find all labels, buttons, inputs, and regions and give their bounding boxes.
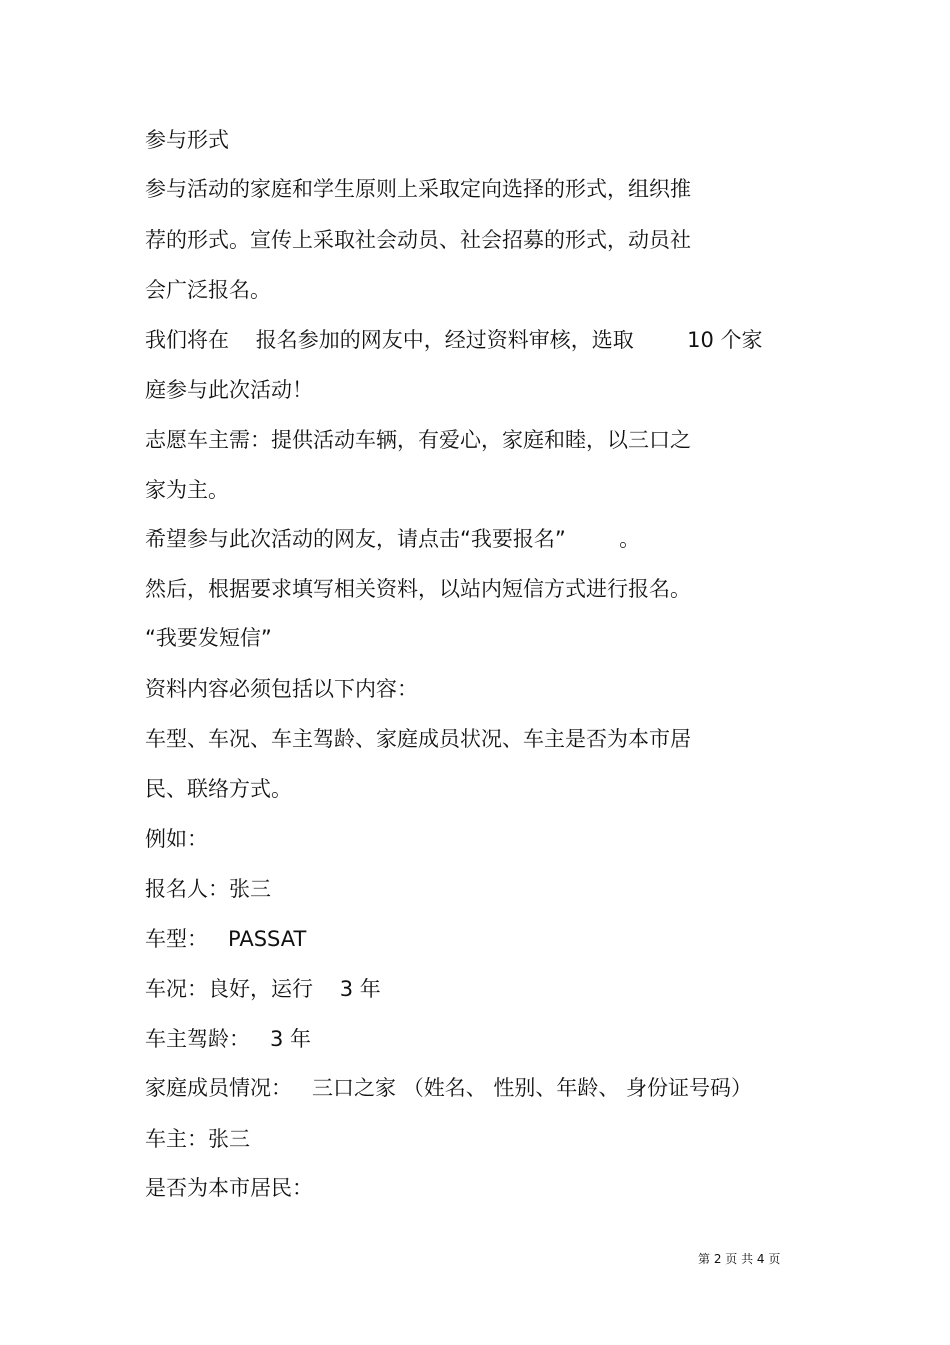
text-line: 参与活动的家庭和学生原则上采取定向选择的形式，组织推 — [145, 177, 691, 201]
text-line: 报名人：张三 — [145, 877, 271, 901]
text-line: 车型： PASSAT — [145, 927, 307, 951]
text-line: 车主：张三 — [145, 1127, 250, 1151]
text-line: 会广泛报名。 — [145, 278, 271, 302]
text-line: 车主驾龄： 3 年 — [145, 1027, 312, 1051]
text-line: 资料内容必须包括以下内容： — [145, 677, 418, 701]
text-line: 参与形式 — [145, 128, 229, 152]
text-line: 志愿车主需：提供活动车辆，有爱心，家庭和睦，以三口之 — [145, 428, 691, 452]
text-line: 是否为本市居民： — [145, 1176, 313, 1200]
text-line: 车型、车况、车主驾龄、家庭成员状况、车主是否为本市居 — [145, 727, 691, 751]
page-number-footer: 第 2 页 共 4 页 — [698, 1252, 781, 1266]
text-line: 然后，根据要求填写相关资料，以站内短信方式进行报名。 — [145, 577, 691, 601]
text-line: 家为主。 — [145, 478, 229, 502]
text-line: 庭参与此次活动！ — [145, 378, 313, 402]
text-line: 希望参与此次活动的网友，请点击“我要报名” 。 — [145, 527, 641, 551]
text-line: 车况：良好，运行 3 年 — [145, 977, 381, 1001]
text-line: 我们将在 报名参加的网友中，经过资料审核，选取 10 个家 — [145, 328, 763, 352]
text-line: 民、联络方式。 — [145, 777, 292, 801]
text-line: “我要发短信” — [145, 626, 272, 650]
text-line: 例如： — [145, 827, 208, 851]
text-line: 荐的形式。宣传上采取社会动员、社会招募的形式，动员社 — [145, 228, 691, 252]
text-line: 家庭成员情况： 三口之家 （姓名、 性别、年龄、 身份证号码） — [145, 1076, 753, 1100]
